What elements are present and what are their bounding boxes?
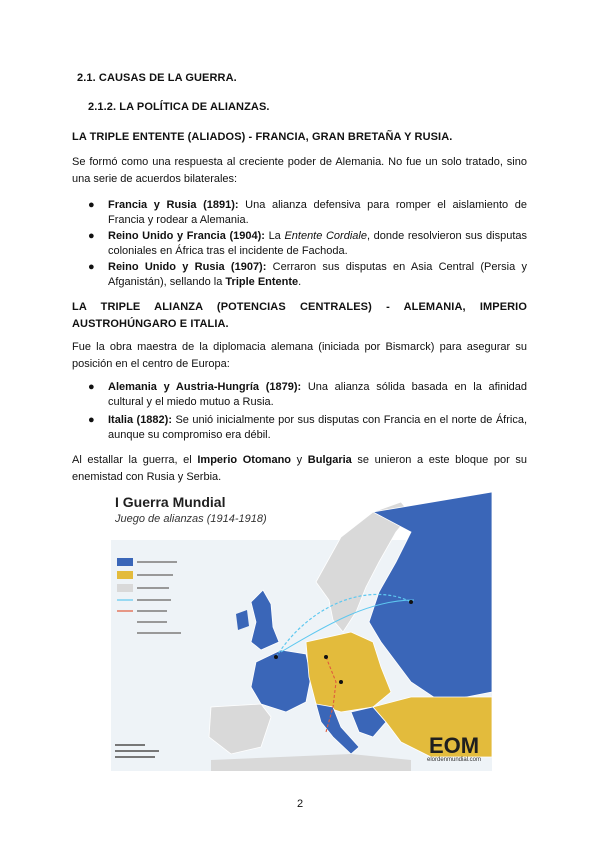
item-bold: Triple Entente	[225, 276, 299, 288]
source-text-3	[115, 756, 155, 758]
bullet-icon: ●	[88, 261, 95, 273]
bullet-icon: ●	[88, 381, 95, 393]
bold-ottoman: Imperio Otomano	[197, 454, 292, 466]
source-text	[115, 744, 145, 746]
item-title: Reino Unido y Francia (1904):	[108, 230, 265, 242]
closing-paragraph: Al estallar la guerra, el Imperio Otomano y Bulgaria se unieron a este bloque por su enemistad con Rusia y Serbia.	[72, 454, 527, 483]
list-item	[88, 229, 527, 259]
map-title: I Guerra Mundial	[115, 494, 226, 510]
bullet-icon: ●	[88, 414, 95, 426]
eom-logo	[422, 735, 486, 763]
bullet-icon: ●	[88, 230, 95, 242]
petersburg-marker	[409, 600, 413, 604]
alianza-list	[88, 380, 527, 443]
entente-list	[88, 198, 527, 290]
paris-marker	[274, 655, 278, 659]
legend-line-label-4	[137, 632, 181, 634]
logo-mark: EOM	[428, 733, 480, 758]
item-title: Francia y Rusia (1891):	[108, 199, 239, 211]
item-text: Se unió inicialmente por sus disputas con Francia en el norte de África, aunque su compromiso era débil.	[108, 414, 527, 441]
map-subtitle: Juego de alianzas (1914-1918)	[115, 513, 267, 525]
legend-line-label-2	[137, 610, 167, 612]
item-title: Reino Unido y Rusia (1907):	[108, 261, 267, 273]
list-item	[88, 260, 527, 290]
legend-line-label-3	[137, 621, 167, 623]
item-text: Una alianza sólida basada en la afinidad cultural y el miedo mutuo a Rusia.	[108, 381, 527, 408]
europe-map	[111, 492, 492, 771]
source-text-2	[115, 750, 159, 752]
logo-url: elordenmundial.com	[426, 757, 482, 763]
item-title: Italia (1882):	[108, 414, 172, 426]
bold-bulgaria: Bulgaria	[307, 454, 352, 466]
list-item	[88, 413, 527, 443]
legend-central-label	[137, 574, 173, 576]
list-item	[88, 380, 527, 410]
alliances-map-figure	[111, 492, 492, 771]
legend-entente-swatch	[117, 558, 133, 566]
section-heading: 2.1. CAUSAS DE LA GUERRA.	[77, 72, 237, 84]
vienna-marker	[339, 680, 343, 684]
item-text: Una alianza defensiva para romper el aislamiento de Francia y rodear a Alemania.	[108, 199, 527, 226]
legend-neutral-swatch	[117, 584, 133, 592]
item-italic: Entente Cordiale	[284, 230, 367, 242]
item-text: , donde resolvieron sus disputas coloniales en África tras el incidente de Fachoda.	[108, 230, 527, 257]
bullet-icon: ●	[88, 199, 95, 211]
list-item	[88, 198, 527, 228]
alianza-heading: LA TRIPLE ALIANZA (POTENCIAS CENTRALES) - ALEMANIA, IMPERIO AUSTROHÚNGARO E ITALIA.	[72, 301, 527, 330]
item-text: .	[298, 276, 302, 288]
item-title: Alemania y Austria-Hungría (1879):	[108, 381, 302, 393]
page-number: 2	[296, 798, 304, 810]
legend-entente-label	[137, 561, 177, 563]
entente-intro: Se formó como una respuesta al creciente poder de Alemania. No fue un solo tratado, sino una serie de acuerdos bilaterales:	[72, 156, 527, 185]
item-text: La	[264, 230, 285, 242]
legend-line-label	[137, 599, 171, 601]
subsection-heading: 2.1.2. LA POLÍTICA DE ALIANZAS.	[88, 101, 270, 113]
entente-heading: LA TRIPLE ENTENTE (ALIADOS) - FRANCIA, GRAN BRETAÑA Y RUSIA.	[72, 131, 453, 143]
alianza-intro: Fue la obra maestra de la diplomacia alemana (iniciada por Bismarck) para asegurar su posición en el centro de Europa:	[72, 341, 527, 370]
berlin-marker	[324, 655, 328, 659]
legend-neutral-label	[137, 587, 169, 589]
legend-central-swatch	[117, 571, 133, 579]
item-text: Cerraron sus disputas en Asia Central (Persia y Afganistán), sellando la	[108, 261, 527, 288]
